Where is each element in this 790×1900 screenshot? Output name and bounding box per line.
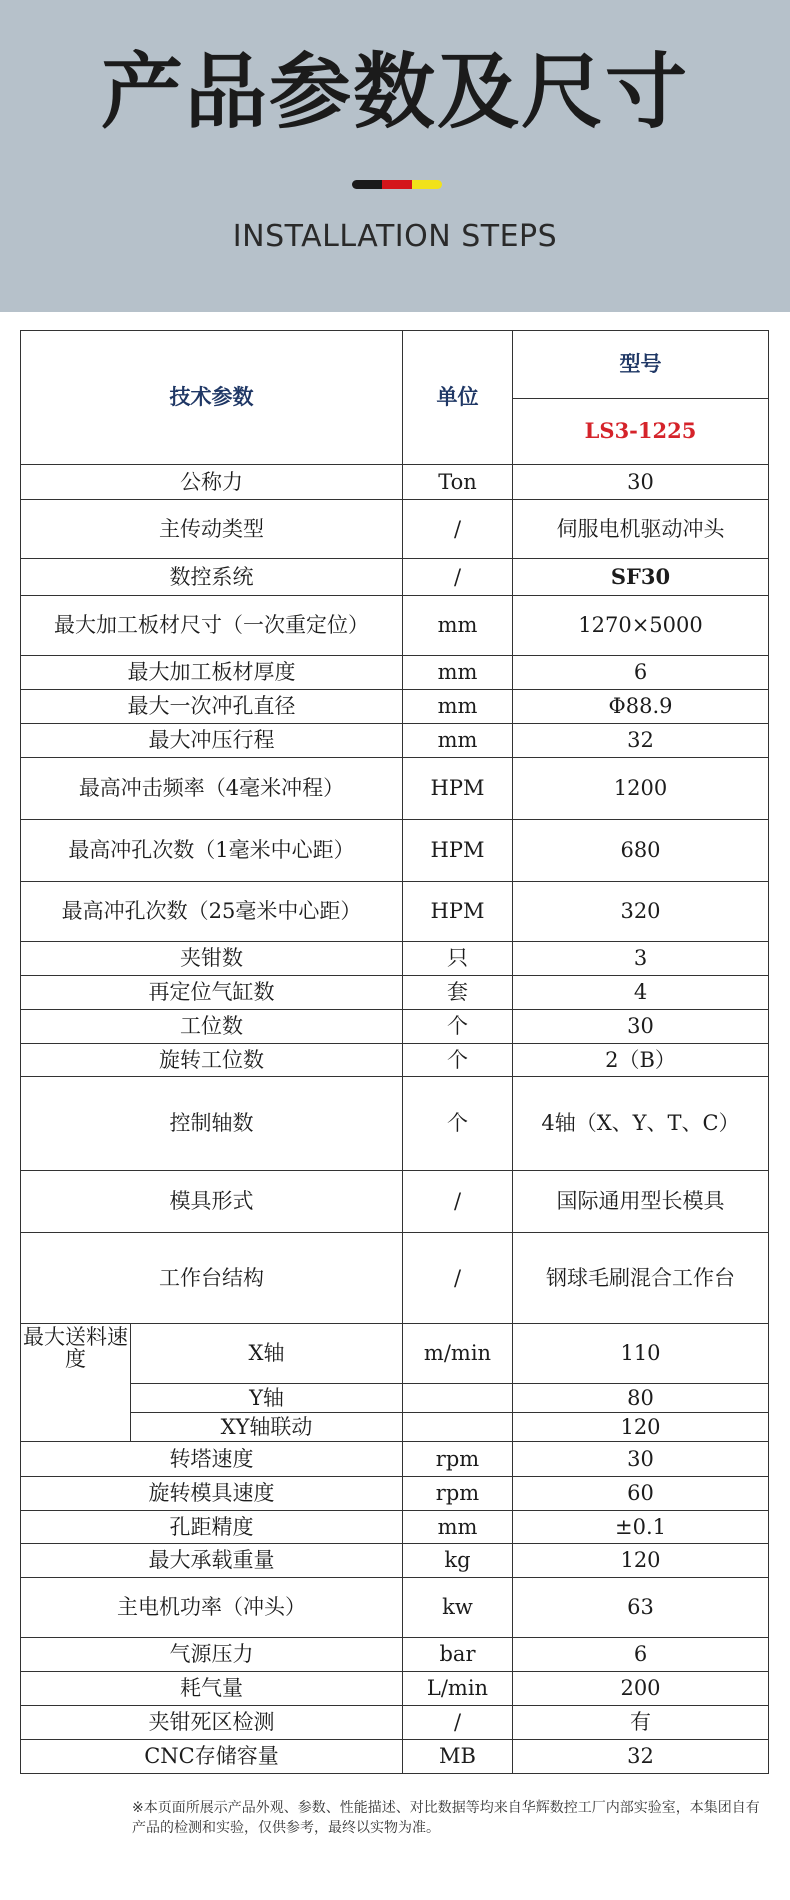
unit-cell: HPM bbox=[403, 882, 513, 942]
param-cell: 最大承载重量 bbox=[21, 1544, 403, 1578]
value-cell: 320 bbox=[513, 882, 769, 942]
header-banner bbox=[0, 0, 790, 312]
table-row bbox=[21, 465, 769, 500]
unit-cell: mm bbox=[403, 1511, 513, 1544]
param-cell: Y轴 bbox=[131, 1384, 403, 1413]
table-row bbox=[21, 656, 769, 690]
param-cell: 最大一次冲孔直径 bbox=[21, 690, 403, 724]
unit-cell: 套 bbox=[403, 976, 513, 1010]
param-cell: 模具形式 bbox=[21, 1171, 403, 1233]
param-cell: 气源压力 bbox=[21, 1638, 403, 1672]
table-row bbox=[21, 758, 769, 820]
param-cell: 控制轴数 bbox=[21, 1077, 403, 1171]
unit-cell: / bbox=[403, 1706, 513, 1740]
unit-cell: 个 bbox=[403, 1077, 513, 1171]
unit-cell: / bbox=[403, 500, 513, 559]
param-cell: 旋转模具速度 bbox=[21, 1477, 403, 1511]
param-cell: 最大加工板材厚度 bbox=[21, 656, 403, 690]
table-row bbox=[21, 1233, 769, 1324]
unit-cell: mm bbox=[403, 690, 513, 724]
flag-stripe-red bbox=[382, 180, 412, 189]
table-row bbox=[21, 942, 769, 976]
header-model-value: LS3-1225 bbox=[513, 399, 769, 465]
unit-cell: / bbox=[403, 1171, 513, 1233]
unit-cell: kw bbox=[403, 1578, 513, 1638]
value-cell: 1200 bbox=[513, 758, 769, 820]
table-row bbox=[21, 1171, 769, 1233]
unit-cell: L/min bbox=[403, 1672, 513, 1706]
value-cell: 6 bbox=[513, 656, 769, 690]
param-cell: 工作台结构 bbox=[21, 1233, 403, 1324]
flag-stripe-black bbox=[352, 180, 382, 189]
value-cell: 2（B） bbox=[513, 1044, 769, 1077]
value-cell: 1270×5000 bbox=[513, 596, 769, 656]
value-cell: SF30 bbox=[513, 559, 769, 596]
table-row bbox=[21, 1044, 769, 1077]
param-cell: X轴 bbox=[131, 1324, 403, 1384]
value-cell: 200 bbox=[513, 1672, 769, 1706]
header-unit: 单位 bbox=[403, 331, 513, 465]
header-param: 技术参数 bbox=[21, 331, 403, 465]
value-cell: 30 bbox=[513, 465, 769, 500]
page-title: 产品参数及尺寸 bbox=[100, 45, 689, 140]
value-cell: 120 bbox=[513, 1413, 769, 1442]
spec-table bbox=[20, 330, 769, 1774]
unit-cell: bar bbox=[403, 1638, 513, 1672]
value-cell: 120 bbox=[513, 1544, 769, 1578]
table-row bbox=[21, 724, 769, 758]
unit-cell: 个 bbox=[403, 1010, 513, 1044]
value-cell: 30 bbox=[513, 1442, 769, 1477]
unit-cell bbox=[403, 1384, 513, 1413]
page-subtitle: INSTALLATION STEPS bbox=[232, 219, 558, 254]
flag-color-bar bbox=[352, 180, 442, 189]
param-cell: 公称力 bbox=[21, 465, 403, 500]
table-row bbox=[21, 1638, 769, 1672]
table-row bbox=[21, 1511, 769, 1544]
unit-cell: HPM bbox=[403, 820, 513, 882]
value-cell: 32 bbox=[513, 724, 769, 758]
value-cell: 3 bbox=[513, 942, 769, 976]
param-cell: 最大加工板材尺寸（一次重定位） bbox=[21, 596, 403, 656]
value-cell: 32 bbox=[513, 1740, 769, 1774]
unit-cell: MB bbox=[403, 1740, 513, 1774]
table-row bbox=[21, 596, 769, 656]
value-cell: 63 bbox=[513, 1578, 769, 1638]
table-row bbox=[21, 559, 769, 596]
param-cell: 数控系统 bbox=[21, 559, 403, 596]
value-cell: 国际通用型长模具 bbox=[513, 1171, 769, 1233]
param-cell: XY轴联动 bbox=[131, 1413, 403, 1442]
table-row bbox=[21, 1413, 769, 1442]
value-cell: 110 bbox=[513, 1324, 769, 1384]
param-cell: 旋转工位数 bbox=[21, 1044, 403, 1077]
feed-speed-group-label: 最大送料速度 bbox=[21, 1324, 131, 1442]
param-cell: 再定位气缸数 bbox=[21, 976, 403, 1010]
value-cell: 680 bbox=[513, 820, 769, 882]
unit-cell bbox=[403, 1413, 513, 1442]
unit-cell: 只 bbox=[403, 942, 513, 976]
disclaimer-footnote: ※本页面所展示产品外观、参数、性能描述、对比数据等均来自华辉数控工厂内部实验室，本集团自有产品的检测和实验，仅供参考，最终以实物为准。 bbox=[132, 1800, 760, 1837]
value-cell: 30 bbox=[513, 1010, 769, 1044]
value-cell: 4轴（X、Y、T、C） bbox=[513, 1077, 769, 1171]
unit-cell: mm bbox=[403, 724, 513, 758]
param-cell: 工位数 bbox=[21, 1010, 403, 1044]
table-row bbox=[21, 1706, 769, 1740]
unit-cell: / bbox=[403, 559, 513, 596]
value-cell: 4 bbox=[513, 976, 769, 1010]
table-row bbox=[21, 1740, 769, 1774]
table-row bbox=[21, 976, 769, 1010]
unit-cell: rpm bbox=[403, 1442, 513, 1477]
header-model-label: 型号 bbox=[513, 331, 769, 399]
unit-cell: / bbox=[403, 1233, 513, 1324]
table-row bbox=[21, 1324, 769, 1384]
param-cell: 主传动类型 bbox=[21, 500, 403, 559]
value-cell: 80 bbox=[513, 1384, 769, 1413]
value-cell: ±0.1 bbox=[513, 1511, 769, 1544]
unit-cell: HPM bbox=[403, 758, 513, 820]
table-row bbox=[21, 1578, 769, 1638]
param-cell: 最大冲压行程 bbox=[21, 724, 403, 758]
table-header-row bbox=[21, 331, 769, 399]
value-cell: 60 bbox=[513, 1477, 769, 1511]
table-row bbox=[21, 1544, 769, 1578]
unit-cell: kg bbox=[403, 1544, 513, 1578]
param-cell: 转塔速度 bbox=[21, 1442, 403, 1477]
flag-stripe-yellow bbox=[412, 180, 442, 189]
param-cell: 夹钳数 bbox=[21, 942, 403, 976]
unit-cell: mm bbox=[403, 656, 513, 690]
table-row bbox=[21, 500, 769, 559]
param-cell: 最高冲孔次数（25毫米中心距） bbox=[21, 882, 403, 942]
param-cell: 孔距精度 bbox=[21, 1511, 403, 1544]
unit-cell: 个 bbox=[403, 1044, 513, 1077]
table-row bbox=[21, 1384, 769, 1413]
unit-cell: Ton bbox=[403, 465, 513, 500]
value-cell: 有 bbox=[513, 1706, 769, 1740]
value-cell: Φ88.9 bbox=[513, 690, 769, 724]
param-cell: 最高冲击频率（4毫米冲程） bbox=[21, 758, 403, 820]
table-row bbox=[21, 820, 769, 882]
unit-cell: m/min bbox=[403, 1324, 513, 1384]
table-row bbox=[21, 690, 769, 724]
unit-cell: rpm bbox=[403, 1477, 513, 1511]
table-row bbox=[21, 1010, 769, 1044]
table-row bbox=[21, 1077, 769, 1171]
param-cell: 主电机功率（冲头） bbox=[21, 1578, 403, 1638]
param-cell: 夹钳死区检测 bbox=[21, 1706, 403, 1740]
table-row bbox=[21, 1442, 769, 1477]
unit-cell: mm bbox=[403, 596, 513, 656]
table-row bbox=[21, 882, 769, 942]
param-cell: 耗气量 bbox=[21, 1672, 403, 1706]
table-row bbox=[21, 1477, 769, 1511]
table-row bbox=[21, 1672, 769, 1706]
value-cell: 钢球毛刷混合工作台 bbox=[513, 1233, 769, 1324]
param-cell: 最高冲孔次数（1毫米中心距） bbox=[21, 820, 403, 882]
param-cell: CNC存储容量 bbox=[21, 1740, 403, 1774]
value-cell: 6 bbox=[513, 1638, 769, 1672]
value-cell: 伺服电机驱动冲头 bbox=[513, 500, 769, 559]
